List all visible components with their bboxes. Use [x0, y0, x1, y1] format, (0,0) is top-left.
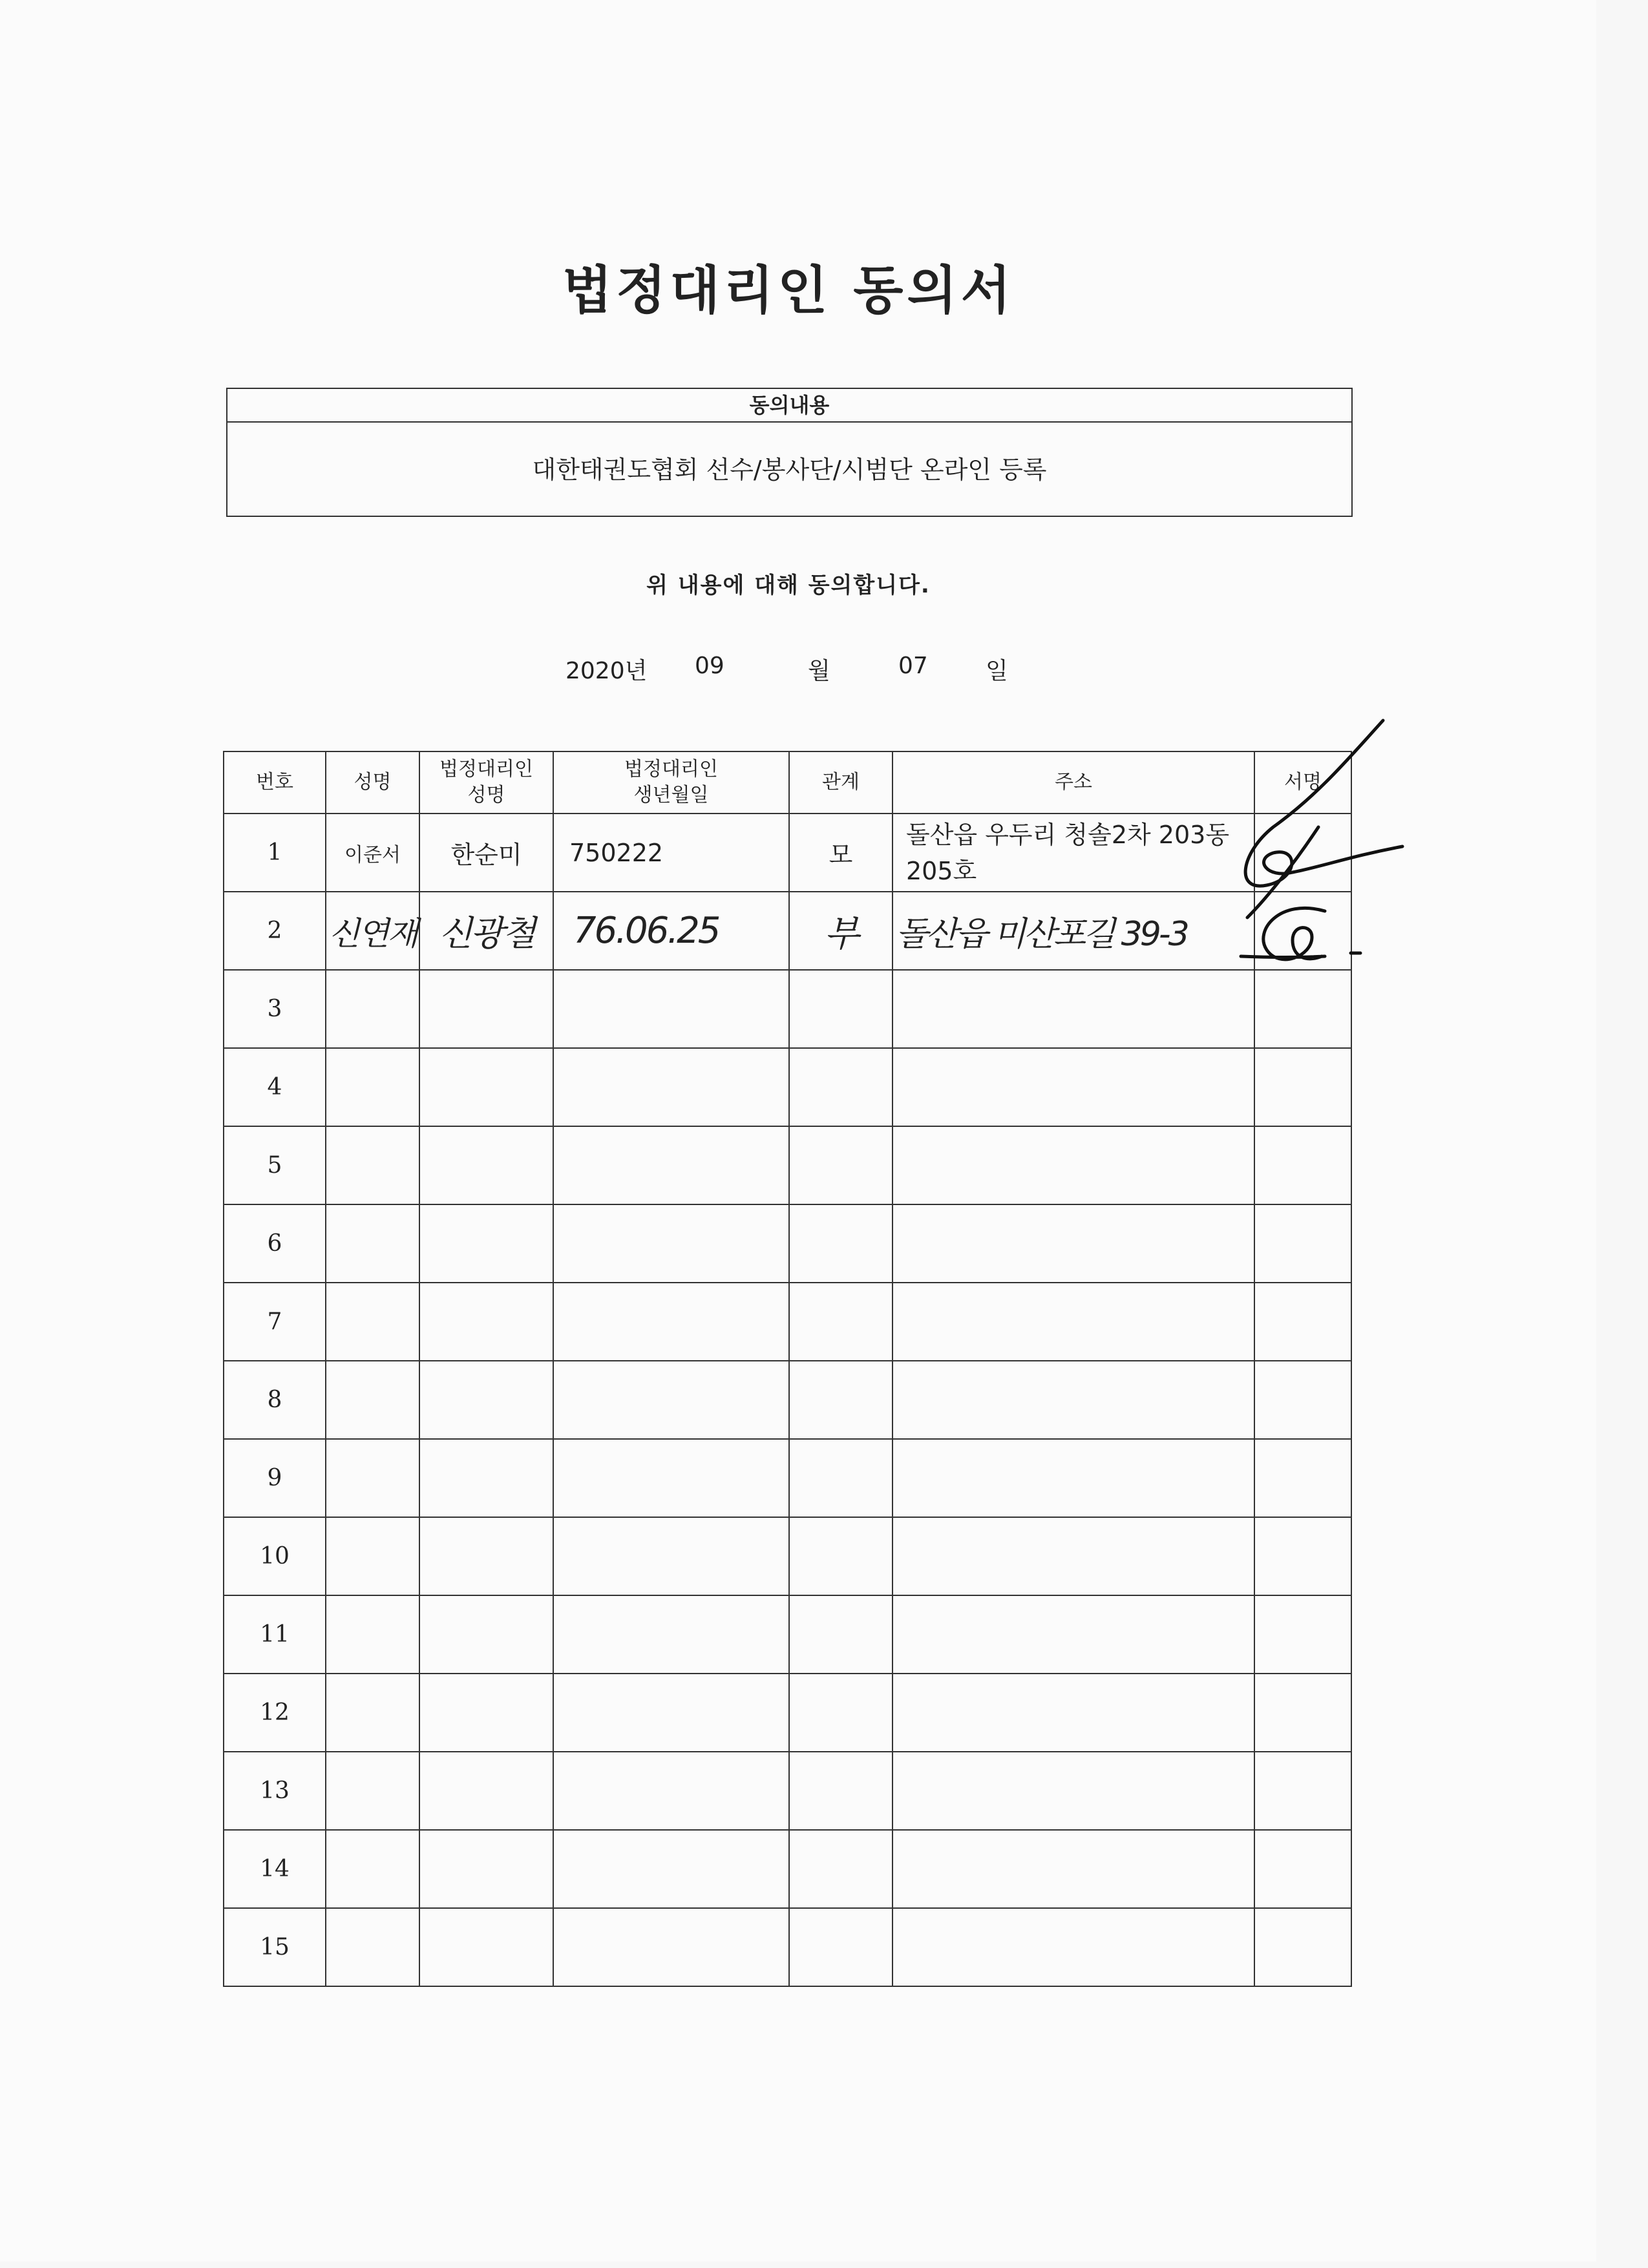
row-guardian-birth: 76.06.25 [553, 892, 789, 970]
table-row [224, 1439, 1351, 1517]
row-number: 3 [224, 970, 326, 1048]
signature-row-1 [1245, 720, 1402, 918]
date-day: 07 [898, 653, 928, 679]
row-number: 12 [224, 1674, 326, 1752]
agreement-statement: 위 내용에 대해 동의합니다. [646, 572, 931, 598]
table-row [224, 1048, 1351, 1126]
table-row [224, 1674, 1351, 1752]
date-year: 2020년 [565, 658, 648, 684]
row-number: 5 [224, 1126, 326, 1204]
table-row [224, 1830, 1351, 1908]
table-row [224, 814, 1351, 892]
header-guardian-birth: 법정대리인 생년월일 [553, 751, 789, 814]
row-address: 돌산읍 미산포길 39-3 [893, 892, 1254, 970]
row-number: 10 [224, 1517, 326, 1595]
header-guardian-name: 법정대리인 성명 [419, 751, 553, 814]
row-number: 1 [224, 814, 326, 892]
date-month-unit: 월 [808, 658, 830, 684]
table-header-row [224, 751, 1351, 814]
row-number: 9 [224, 1439, 326, 1517]
row-guardian-name: 신광철 [419, 892, 553, 970]
row-relation: 부 [789, 892, 893, 970]
row-guardian-name: 한순미 [419, 814, 553, 892]
header-name: 성명 [326, 751, 419, 814]
header-signature: 서명 [1254, 751, 1351, 814]
row-number: 8 [224, 1361, 326, 1439]
signature-row-2 [1241, 908, 1360, 959]
date-row [0, 653, 1577, 691]
table-row [224, 1204, 1351, 1283]
handwritten-signatures [1228, 717, 1409, 989]
table-row [224, 1361, 1351, 1439]
consent-content: 대한태권도협회 선수/봉사단/시범단 온라인 등록 [532, 456, 1047, 484]
row-number: 7 [224, 1283, 326, 1361]
row-name: 신연재 [326, 892, 419, 970]
table-row [224, 1517, 1351, 1595]
table-row [224, 1752, 1351, 1830]
table-row [224, 1595, 1351, 1674]
row-number: 11 [224, 1595, 326, 1674]
row-number: 15 [224, 1908, 326, 1986]
table-row [224, 1126, 1351, 1204]
table-row [224, 970, 1351, 1048]
guardian-table [223, 751, 1352, 1987]
row-number: 6 [224, 1204, 326, 1283]
consent-header: 동의내용 [227, 389, 1351, 423]
consent-box [226, 388, 1353, 517]
date-month: 09 [695, 653, 724, 679]
row-number: 14 [224, 1830, 326, 1908]
table-row [224, 1908, 1351, 1986]
row-name: 이준서 [326, 814, 419, 892]
row-number: 13 [224, 1752, 326, 1830]
header-relation: 관계 [789, 751, 893, 814]
row-guardian-birth: 750222 [553, 814, 789, 892]
row-number: 2 [224, 892, 326, 970]
document-title: 법정대리인 동의서 [562, 260, 1015, 320]
row-address: 돌산읍 우두리 청솔2차 203동 205호 [893, 814, 1254, 892]
table-row [224, 1283, 1351, 1361]
header-address: 주소 [893, 751, 1254, 814]
row-relation: 모 [789, 814, 893, 892]
row-number: 4 [224, 1048, 326, 1126]
date-day-unit: 일 [986, 658, 1008, 684]
header-number: 번호 [224, 751, 326, 814]
table-row [224, 892, 1351, 970]
